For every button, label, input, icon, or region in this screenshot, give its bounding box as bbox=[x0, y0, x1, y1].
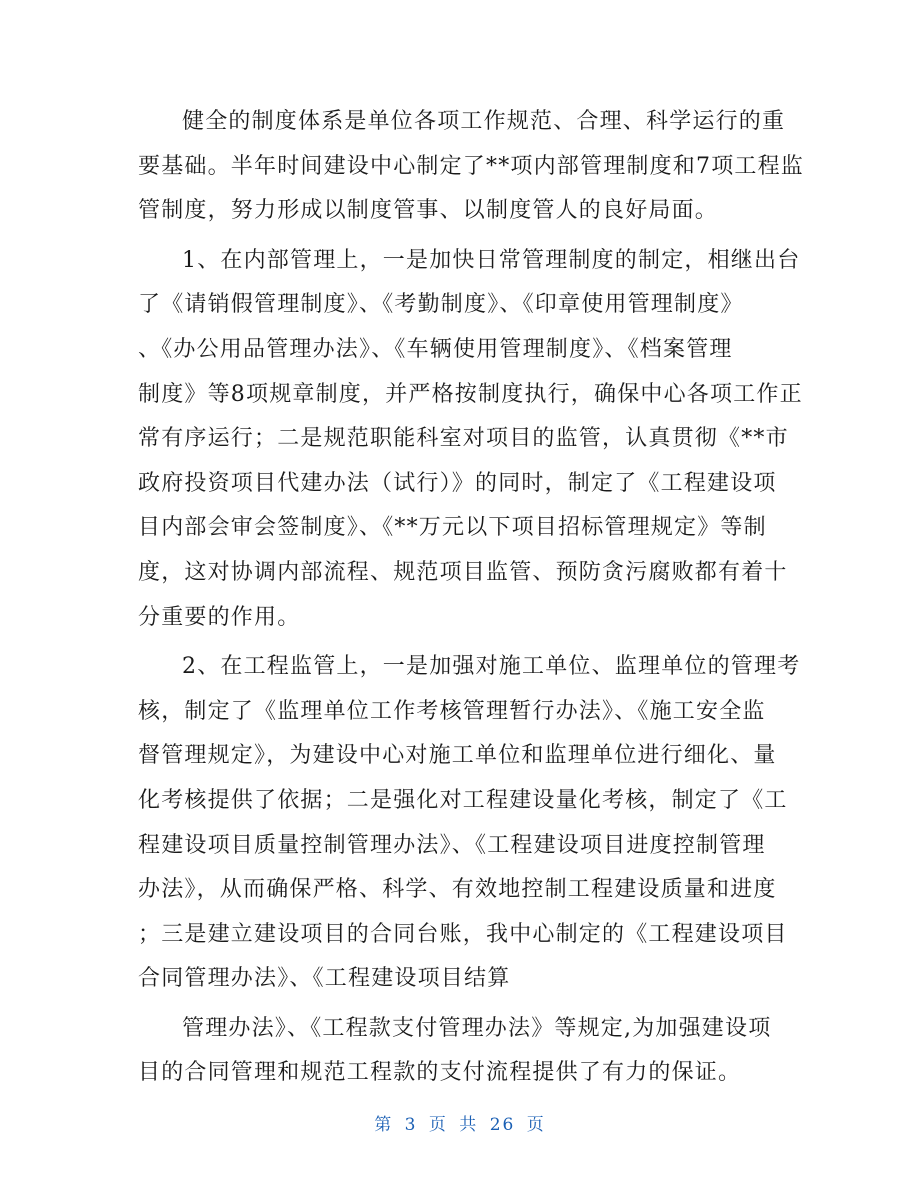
text-line: 健全的制度体系是单位各项工作规范、合理、科学运行的重 bbox=[182, 109, 786, 134]
text-line: 2、在工程监管上，一是加强对施工单位、监理单位的管理考 bbox=[182, 654, 801, 680]
text-line: 常有序运行；二是规范职能科室对项目的监管，认真贯彻《**市 bbox=[138, 426, 789, 452]
text-line: 1、在内部管理上，一是加快日常管理制度的制定，相继出台 bbox=[182, 247, 801, 273]
footer-label-di: 第 bbox=[374, 1115, 394, 1135]
page-footer bbox=[0, 1110, 920, 1135]
text-line: 目的合同管理和规范工程款的支付流程提供了有力的保证。 bbox=[138, 1060, 742, 1086]
footer-label-gong: 共 bbox=[459, 1115, 479, 1135]
text-line: 办法》，从而确保严格、科学、有效地控制工程建设质量和进度 bbox=[138, 877, 777, 903]
text-line: 度，这对协调内部流程、规范项目监管、预防贪污腐败都有着十 bbox=[138, 559, 788, 585]
paragraph-contract-management bbox=[138, 1007, 778, 1096]
text-line: 程建设项目质量控制管理办法》、《工程建设项目进度控制管理 bbox=[138, 832, 766, 858]
text-line: ；三是建立建设项目的合同台账，我中心制定的《工程建设项目 bbox=[138, 921, 788, 947]
text-line: 管理办法》、《工程款支付管理办法》等规定,为加强建设项 bbox=[182, 1015, 772, 1041]
paragraph-internal-management bbox=[138, 239, 803, 640]
text-line: 、《办公用品管理办法》、《车辆使用管理制度》、《档案管理 bbox=[138, 336, 733, 362]
text-line: 分重要的作用。 bbox=[138, 604, 301, 630]
footer-label-ye: 页 bbox=[428, 1115, 448, 1135]
footer-label-ye: 页 bbox=[526, 1115, 546, 1135]
text-line: 目内部会审会签制度》、《**万元以下项目招标管理规定》等制 bbox=[138, 515, 767, 541]
paragraph-intro bbox=[138, 100, 804, 234]
text-line: 管制度，努力形成以制度管事、以制度管人的良好局面。 bbox=[138, 198, 719, 224]
paragraph-project-supervision bbox=[138, 645, 801, 1002]
text-line: 了《请销假管理制度》、《考勤制度》、《印章使用管理制度》 bbox=[138, 292, 744, 318]
text-line: 核，制定了《监理单位工作考核管理暂行办法》、《施工安全监 bbox=[138, 698, 766, 724]
text-line: 制度》等8项规章制度，并严格按制度执行，确保中心各项工作正 bbox=[138, 381, 803, 407]
text-line: 化考核提供了依据；二是强化对工程建设量化考核，制定了《工 bbox=[138, 787, 788, 813]
text-line: 督管理规定》，为建设中心对施工单位和监理单位进行细化、量 bbox=[138, 743, 777, 769]
current-page-number: 3 bbox=[404, 1115, 418, 1135]
text-line: 要基础。半年时间建设中心制定了**项内部管理制度和7项工程监 bbox=[138, 153, 804, 179]
text-line: 政府投资项目代建办法（试行）》的同时，制定了《工程建设项 bbox=[138, 470, 777, 496]
document-body bbox=[138, 100, 804, 1101]
total-page-count: 26 bbox=[489, 1115, 516, 1135]
text-line: 合同管理办法》、《工程建设项目结算 bbox=[138, 966, 511, 992]
